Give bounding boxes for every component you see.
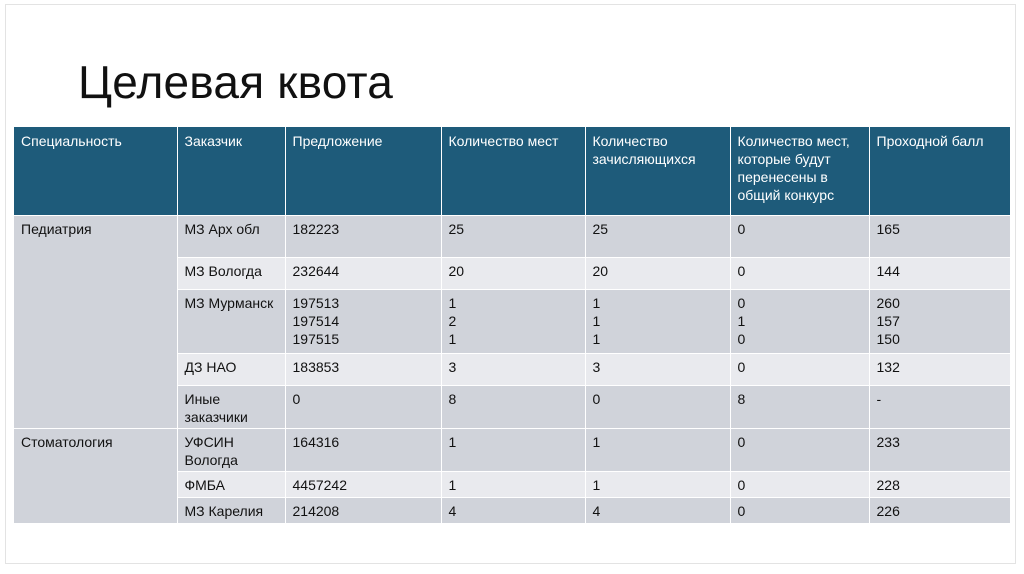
table-row [14,257,1010,289]
offer-cell [285,385,441,428]
offer-cell [285,289,441,353]
score-cell [869,353,1010,385]
places-cell [441,289,585,353]
cell-value: 4457242 [292,476,348,493]
cell-value: 20 [592,262,609,279]
cell-value: 260 [876,294,900,311]
score-cell [869,428,1010,471]
cell-value: 1 [592,476,601,493]
specialty-cell [14,257,177,289]
cell-value: 0 [737,476,746,493]
offer-cell [285,353,441,385]
cell-value: 1 [448,330,457,347]
cell-value: 1 [592,330,601,347]
cell-value: 4 [592,502,601,519]
slide-title: Целевая квота [78,56,394,108]
cell-value: 197514 [292,312,340,329]
header-specialty: Специальность [14,127,177,215]
cell-value: 214208 [292,502,340,519]
cell-value: 25 [592,220,609,237]
cell-value: 232644 [292,262,340,279]
transferred-cell [730,385,869,428]
score-cell [869,497,1010,523]
header-transferred: Количество мест, которые будут перенесены в общий конкурс [730,127,869,215]
enrolled-cell [585,289,730,353]
header-enrolled: Количество зачисляющихся [585,127,730,215]
places-cell [441,257,585,289]
table-row [14,497,1010,523]
places-cell [441,215,585,257]
cell-value: 1 [737,312,746,329]
enrolled-cell [585,215,730,257]
customer-cell: УФСИН Вологда [177,428,285,471]
customer-cell: Иные заказчики [177,385,285,428]
places-cell [441,471,585,497]
places-cell [441,353,585,385]
offer-cell [285,257,441,289]
header-customer: Заказчик [177,127,285,215]
cell-value: 150 [876,330,900,347]
cell-value: 1 [448,433,457,450]
enrolled-cell [585,428,730,471]
customer-cell: МЗ Вологда [177,257,285,289]
table-row [14,215,1010,257]
cell-value: 0 [737,433,746,450]
transferred-cell [730,497,869,523]
cell-value: 228 [876,476,900,493]
places-cell [441,428,585,471]
offer-cell [285,428,441,471]
cell-value: 8 [737,390,746,407]
enrolled-cell [585,353,730,385]
header-offer: Предложение [285,127,441,215]
table-header-row [14,127,1010,215]
header-passing-score: Проходной балл [869,127,1010,215]
cell-value: 0 [292,390,301,407]
cell-value: 157 [876,312,900,329]
cell-value: - [876,390,882,407]
offer-cell [285,497,441,523]
cell-value: 20 [448,262,465,279]
customer-cell: МЗ Мурманск [177,289,285,353]
enrolled-cell [585,497,730,523]
cell-value: 8 [448,390,457,407]
transferred-cell [730,471,869,497]
specialty-cell [14,385,177,428]
cell-value: 0 [737,294,746,311]
table-row [14,428,1010,471]
cell-value: 1 [592,433,601,450]
places-cell [441,385,585,428]
table-row [14,471,1010,497]
cell-value: 1 [448,476,457,493]
table-row [14,353,1010,385]
cell-value: 1 [592,294,601,311]
cell-value: 0 [737,502,746,519]
score-cell [869,385,1010,428]
cell-value: 4 [448,502,457,519]
cell-value: 3 [448,358,457,375]
offer-cell [285,215,441,257]
cell-value: 164316 [292,433,340,450]
cell-value: 0 [737,330,746,347]
cell-value: 0 [737,358,746,375]
specialty-cell: Стоматология [14,428,177,471]
cell-value: 0 [737,262,746,279]
cell-value: 25 [448,220,465,237]
cell-value: 226 [876,502,900,519]
cell-value: 233 [876,433,900,450]
specialty-cell [14,471,177,497]
cell-value: 1 [592,312,601,329]
cell-value: 2 [448,312,457,329]
table-row [14,385,1010,428]
transferred-cell [730,289,869,353]
table-row [14,289,1010,353]
cell-value: 3 [592,358,601,375]
transferred-cell [730,257,869,289]
offer-cell [285,471,441,497]
enrolled-cell [585,385,730,428]
customer-cell: МЗ Арх обл [177,215,285,257]
cell-value: 0 [592,390,601,407]
transferred-cell [730,428,869,471]
score-cell [869,289,1010,353]
cell-value: 197513 [292,294,340,311]
cell-value: 144 [876,262,900,279]
places-cell [441,497,585,523]
score-cell [869,215,1010,257]
customer-cell: ДЗ НАО [177,353,285,385]
target-quota-table [14,127,1011,523]
specialty-cell [14,353,177,385]
customer-cell: МЗ Карелия [177,497,285,523]
cell-value: 183853 [292,358,340,375]
cell-value: 132 [876,358,900,375]
specialty-cell [14,497,177,523]
specialty-cell [14,289,177,353]
enrolled-cell [585,257,730,289]
header-places: Количество мест [441,127,585,215]
score-cell [869,257,1010,289]
cell-value: 182223 [292,220,340,237]
transferred-cell [730,353,869,385]
enrolled-cell [585,471,730,497]
cell-value: 197515 [292,330,340,347]
cell-value: 165 [876,220,900,237]
transferred-cell [730,215,869,257]
customer-cell: ФМБА [177,471,285,497]
cell-value: 1 [448,294,457,311]
score-cell [869,471,1010,497]
cell-value: 0 [737,220,746,237]
specialty-cell: Педиатрия [14,215,177,257]
